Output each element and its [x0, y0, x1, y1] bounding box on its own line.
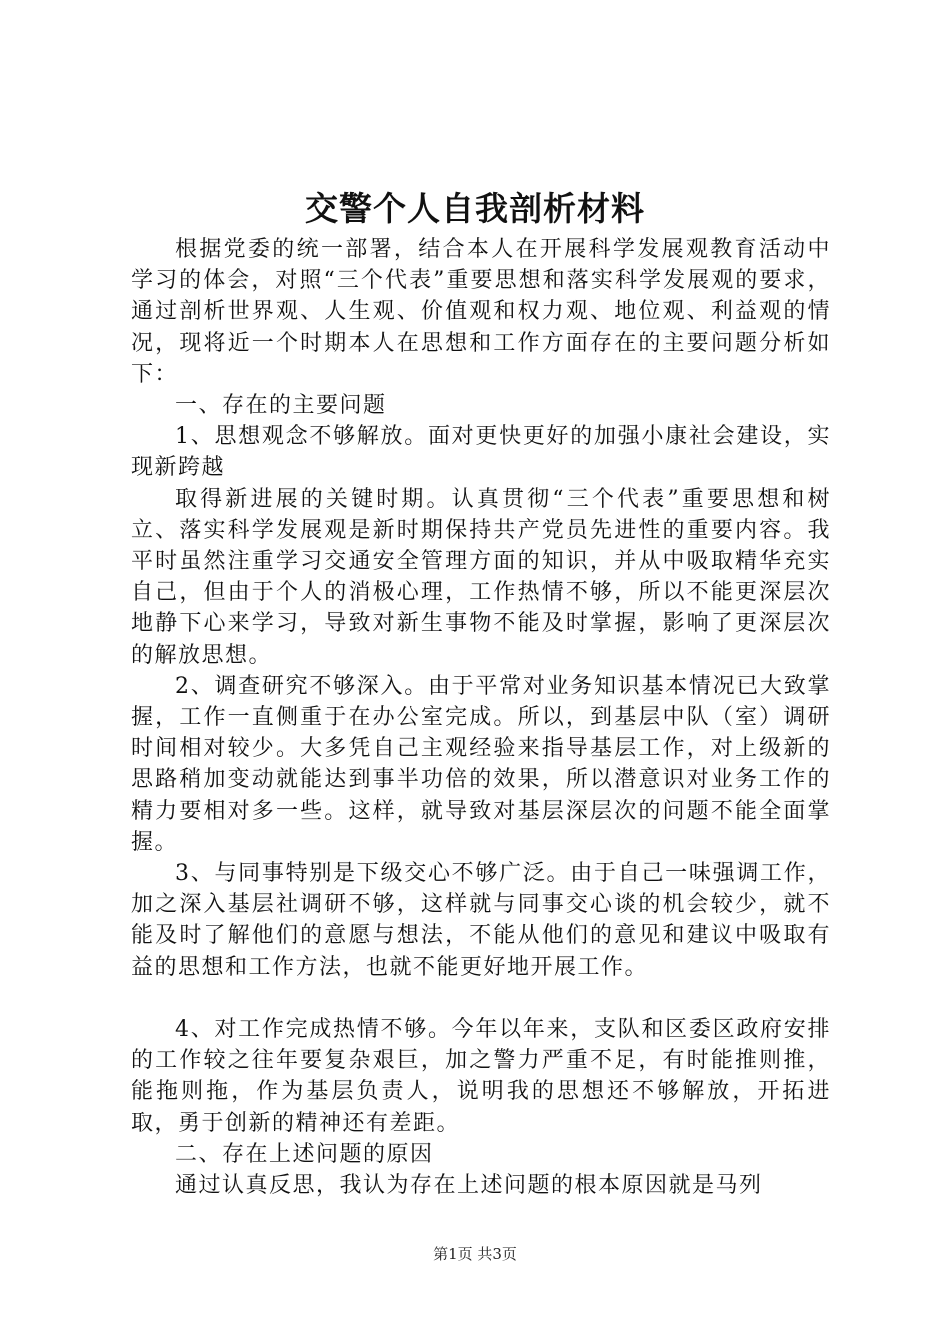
- page-number-footer: 第1页 共3页: [433, 1245, 517, 1263]
- paragraph-problem-2: 2、调查研究不够深入。由于平常对业务知识基本情况已大致掌握，工作一直侧重于在办公室完成。所以，到基层中队（室）调研时间相对较少。大多凭自己主观经验来指导基层工作，对上级新的思路稍加变动就能达到事半功倍的效果，所以潜意识对业务工作的精力要相对多一些。这样，就导致对基层深层次的问题不能全面掌握。: [131, 673, 831, 855]
- paragraph-problem-1: 1、思想观念不够解放。面对更快更好的加强小康社会建设，实现新跨越: [131, 424, 831, 481]
- paragraph-causes: 通过认真反思，我认为存在上述问题的根本原因就是马列: [175, 1173, 763, 1199]
- section-heading-causes: 二、存在上述问题的原因: [175, 1141, 434, 1167]
- paragraph-problem-3: 3、与同事特别是下级交心不够广泛。由于自己一味强调工作，加之深入基层社调研不够，这样就与同事交心谈的机会较少，就不能及时了解他们的意愿与想法，不能从他们的意见和建议中吸取有益的思想和工作方法，也就不能更好地开展工作。: [131, 861, 831, 980]
- document-body: [131, 234, 831, 1201]
- document-title: 交警个人自我剖析材料: [305, 189, 645, 228]
- paragraph-problem-4: 4、对工作完成热情不够。今年以年来，支队和区委区政府安排的工作较之往年要复杂艰巨，加之警力严重不足，有时能推则推，能拖则拖，作为基层负责人，说明我的思想还不够解放，开拓进取，勇于创新的精神还有差距。: [131, 1017, 831, 1136]
- section-heading-problems: 一、存在的主要问题: [175, 393, 387, 419]
- paragraph-problem-1-continued: 取得新进展的关键时期。认真贯彻“三个代表”重要思想和树立、落实科学发展观是新时期保持共产党员先进性的重要内容。我平时虽然注重学习交通安全管理方面的知识，并从中吸取精华充实自己，但由于个人的消极心理，工作热情不够，所以不能更深层次地静下心来学习，导致对新生事物不能及时掌握，影响了更深层次的解放思想。: [131, 486, 831, 668]
- paragraph-intro: 根据党委的统一部署，结合本人在开展科学发展观教育活动中学习的体会，对照“三个代表”重要思想和落实科学发展观的要求，通过剖析世界观、人生观、价值观和权力观、地位观、利益观的情况，现将近一个时期本人在思想和工作方面存在的主要问题分析如下：: [131, 237, 831, 387]
- blank-line: [131, 983, 831, 1014]
